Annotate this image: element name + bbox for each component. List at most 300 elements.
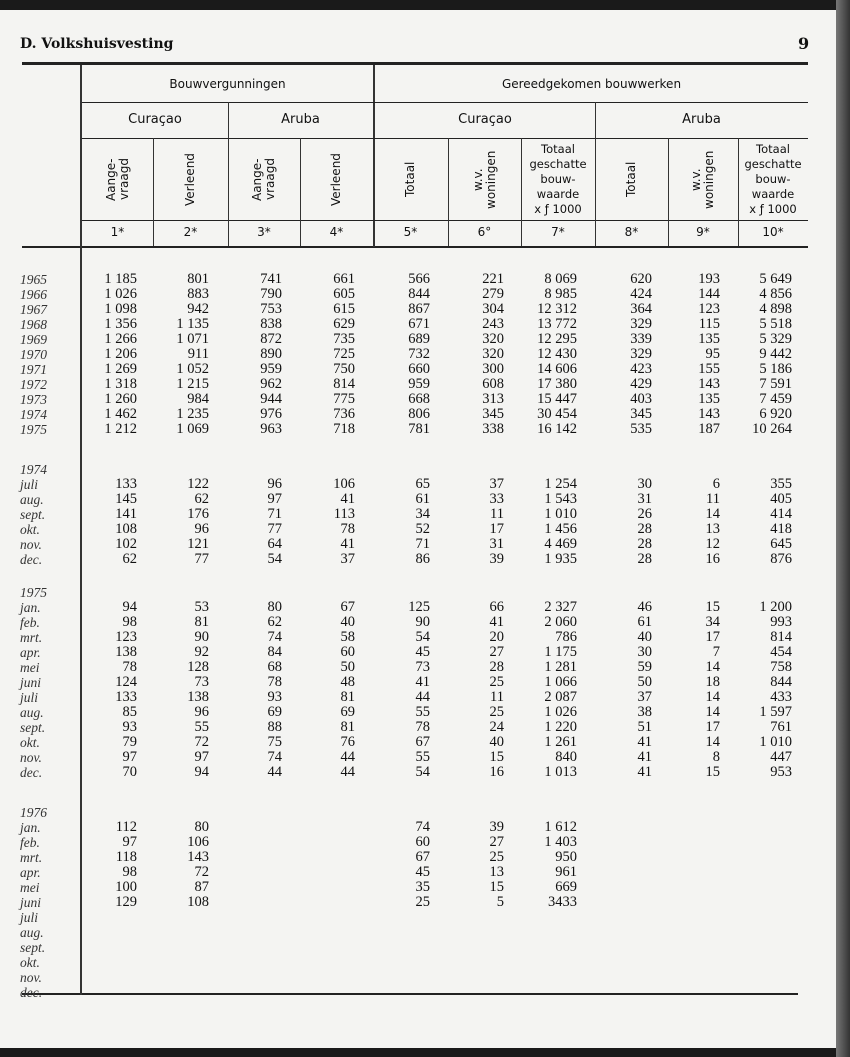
cell: 17 [489, 521, 504, 537]
cell: 33 [489, 491, 504, 507]
row-label: mrt. [20, 630, 43, 645]
cell: 94 [194, 764, 209, 780]
cell: 193 [698, 271, 720, 287]
column-label: Totaal [402, 161, 417, 198]
cell: 25 [489, 849, 504, 865]
cell: 535 [630, 421, 652, 437]
cell [290, 865, 363, 880]
cell: 96 [267, 476, 282, 492]
cell: 944 [260, 391, 282, 407]
cell: 1 066 [544, 674, 577, 690]
table-row [20, 750, 800, 765]
cell: 300 [482, 361, 504, 377]
cell [80, 910, 145, 925]
column-label: Totaal [623, 161, 638, 198]
cell: 25 [489, 704, 504, 720]
cell: 144 [698, 286, 720, 302]
cell [660, 925, 728, 940]
cell: 135 [698, 331, 720, 347]
row-label: jan. [20, 820, 41, 835]
cell: 7 [712, 644, 720, 660]
cell: 72 [194, 864, 209, 880]
cell: 123 [698, 301, 720, 317]
cell: 53 [194, 599, 209, 615]
cell: 962 [260, 376, 282, 392]
cell: 70 [122, 764, 137, 780]
cell: 5 649 [759, 271, 792, 287]
row-label: mei [20, 880, 40, 895]
cell [290, 910, 363, 925]
cell: 80 [194, 819, 209, 835]
cell: 141 [115, 506, 137, 522]
cell: 1 026 [104, 286, 137, 302]
cell: 90 [194, 629, 209, 645]
cell: 8 985 [544, 286, 577, 302]
cell: 81 [340, 689, 355, 705]
cell: 74 [415, 819, 430, 835]
cell: 51 [637, 719, 652, 735]
cell [728, 910, 800, 925]
cell: 345 [630, 406, 652, 422]
cell [660, 820, 728, 835]
cell: 447 [770, 749, 792, 765]
cell: 81 [194, 614, 209, 630]
cell: 876 [770, 551, 792, 567]
cell: 355 [770, 476, 792, 492]
table-row [20, 645, 800, 660]
cell [290, 970, 363, 985]
cell [217, 880, 290, 895]
cell [660, 970, 728, 985]
cell [728, 880, 800, 895]
row-label: 1976 [20, 805, 47, 820]
cell [585, 850, 660, 865]
cell: 750 [333, 361, 355, 377]
cell: 34 [705, 614, 720, 630]
cell: 138 [115, 644, 137, 660]
cell: 81 [340, 719, 355, 735]
cell: 38 [637, 704, 652, 720]
cell: 55 [415, 704, 430, 720]
cell [217, 940, 290, 955]
cell: 69 [340, 704, 355, 720]
table-row [20, 865, 800, 880]
cell: 26 [637, 506, 652, 522]
row-label: feb. [20, 835, 40, 850]
cell: 11 [490, 689, 504, 705]
cell [585, 940, 660, 955]
cell: 62 [122, 551, 137, 567]
cell [217, 895, 290, 910]
cell: 128 [187, 659, 209, 675]
cell [512, 940, 585, 955]
cell: 67 [415, 849, 430, 865]
cell: 41 [637, 734, 652, 750]
column-label: Verleend [182, 153, 197, 206]
cell [145, 955, 217, 970]
cell [660, 835, 728, 850]
cell: 41 [340, 536, 355, 552]
cell: 133 [115, 689, 137, 705]
table-row [20, 492, 800, 507]
cell [290, 985, 363, 1000]
cell: 14 606 [537, 361, 577, 377]
cell: 27 [489, 834, 504, 850]
cell: 872 [260, 331, 282, 347]
cell: 66 [489, 599, 504, 615]
cell: 279 [482, 286, 504, 302]
cell: 55 [194, 719, 209, 735]
cell: 5 518 [759, 316, 792, 332]
row-label: nov. [20, 537, 42, 552]
cell [728, 940, 800, 955]
cell: 155 [698, 361, 720, 377]
row-label: okt. [20, 522, 40, 537]
row-label: nov. [20, 750, 42, 765]
cell: 80 [267, 599, 282, 615]
page-number: 9 [798, 34, 810, 53]
cell [585, 820, 660, 835]
cell [512, 910, 585, 925]
cell: 1 071 [176, 331, 209, 347]
cell: 1 266 [104, 331, 137, 347]
cell: 1 612 [544, 819, 577, 835]
table-row [20, 615, 800, 630]
cell: 85 [122, 704, 137, 720]
column-number: 1* [110, 225, 125, 239]
cell: 2 060 [544, 614, 577, 630]
cell: 1 220 [544, 719, 577, 735]
cell: 1 215 [176, 376, 209, 392]
cell: 1 462 [104, 406, 137, 422]
cell [290, 940, 363, 955]
cell: 403 [630, 391, 652, 407]
table-row [20, 377, 800, 392]
cell [585, 970, 660, 985]
region-aruba-permits: Aruba [281, 112, 320, 127]
column-number: 3* [257, 225, 271, 239]
cell: 71 [267, 506, 282, 522]
column-number: 8* [624, 225, 639, 239]
table-row [20, 820, 800, 835]
cell [145, 970, 217, 985]
row-label: apr. [20, 865, 41, 880]
cell: 40 [489, 734, 504, 750]
cell: 60 [415, 834, 430, 850]
cell: 37 [340, 551, 355, 567]
table-row [20, 925, 800, 940]
column-number: 9* [696, 225, 710, 239]
cell: 758 [770, 659, 792, 675]
cell: 96 [194, 704, 209, 720]
cell: 16 142 [537, 421, 577, 437]
cell: 61 [637, 614, 652, 630]
cell: 806 [408, 406, 430, 422]
cell [217, 985, 290, 1000]
cell [217, 955, 290, 970]
cell [80, 940, 145, 955]
cell: 5 329 [759, 331, 792, 347]
row-label: nov. [20, 970, 42, 985]
cell: 1 235 [176, 406, 209, 422]
cell: 78 [415, 719, 430, 735]
header-bottom-rule [22, 246, 808, 248]
cell [290, 955, 363, 970]
column-label: Aange- vraagd [250, 158, 277, 201]
row-label: 1966 [20, 287, 47, 302]
row-label: 1974 [20, 462, 47, 477]
cell [660, 850, 728, 865]
cell [585, 985, 660, 1000]
cell: 364 [630, 301, 652, 317]
cell: 243 [482, 316, 504, 332]
cell [145, 925, 217, 940]
cell: 11 [490, 506, 504, 522]
cell: 1 010 [759, 734, 792, 750]
cell: 786 [555, 629, 577, 645]
cell [728, 955, 800, 970]
cell: 79 [122, 734, 137, 750]
page-sheet [0, 10, 836, 1048]
cell: 121 [187, 536, 209, 552]
cell: 5 [496, 894, 504, 910]
table-row [20, 675, 800, 690]
cell: 17 [705, 629, 720, 645]
cell: 11 [706, 491, 720, 507]
cell [585, 895, 660, 910]
cell [145, 940, 217, 955]
row-label: 1970 [20, 347, 47, 362]
table-row [20, 970, 800, 985]
cell: 338 [482, 421, 504, 437]
cell: 844 [408, 286, 430, 302]
cell: 97 [267, 491, 282, 507]
cell: 28 [637, 536, 652, 552]
cell [585, 955, 660, 970]
row-label: okt. [20, 955, 40, 970]
cell [438, 970, 512, 985]
cell: 1 456 [544, 521, 577, 537]
cell: 320 [482, 346, 504, 362]
cell: 30 454 [537, 406, 577, 422]
row-label: dec. [20, 552, 43, 567]
cell: 16 [705, 551, 720, 567]
row-label: 1967 [20, 302, 47, 317]
cell [290, 925, 363, 940]
cell: 45 [415, 864, 430, 880]
cell: 14 [705, 689, 720, 705]
cell [438, 910, 512, 925]
cell: 98 [122, 864, 137, 880]
cell: 143 [187, 849, 209, 865]
cell [728, 895, 800, 910]
cell: 1 597 [759, 704, 792, 720]
cell: 95 [705, 346, 720, 362]
cell: 73 [415, 659, 430, 675]
table-row [20, 585, 80, 600]
cell: 86 [415, 551, 430, 567]
region-rule [82, 138, 808, 139]
table-row [20, 332, 800, 347]
column-number: 5* [403, 225, 418, 239]
cell: 37 [637, 689, 652, 705]
cell: 753 [260, 301, 282, 317]
top-rule [22, 62, 808, 65]
cell [217, 820, 290, 835]
cell: 424 [630, 286, 652, 302]
cell: 18 [705, 674, 720, 690]
cell: 96 [194, 521, 209, 537]
label-rule [82, 220, 808, 221]
cell: 125 [408, 599, 430, 615]
cell: 840 [555, 749, 577, 765]
cell: 31 [489, 536, 504, 552]
cell: 5 186 [759, 361, 792, 377]
page-edge [836, 0, 850, 1057]
cell: 44 [267, 764, 282, 780]
cell: 1 200 [759, 599, 792, 615]
cell: 97 [194, 749, 209, 765]
cell: 615 [333, 301, 355, 317]
cell: 2 327 [544, 599, 577, 615]
row-label: mei [20, 660, 40, 675]
cell [728, 970, 800, 985]
cell: 7 591 [759, 376, 792, 392]
cell: 1 318 [104, 376, 137, 392]
table-row [20, 407, 800, 422]
cell [290, 820, 363, 835]
cell [728, 820, 800, 835]
table-row [20, 765, 800, 780]
cell: 320 [482, 331, 504, 347]
cell: 732 [408, 346, 430, 362]
cell: 566 [408, 271, 430, 287]
cell: 44 [340, 764, 355, 780]
cell: 1 543 [544, 491, 577, 507]
row-label: 1975 [20, 422, 47, 437]
cell: 725 [333, 346, 355, 362]
table-row [20, 985, 800, 1000]
cell: 39 [489, 551, 504, 567]
cell: 24 [489, 719, 504, 735]
region-curacao-permits: Curaçao [128, 112, 182, 127]
group-permits: Bouwvergunningen [169, 77, 286, 91]
cell [660, 880, 728, 895]
cell: 1 026 [544, 704, 577, 720]
cell: 143 [698, 376, 720, 392]
cell: 118 [115, 849, 137, 865]
cell: 608 [482, 376, 504, 392]
cell: 106 [187, 834, 209, 850]
cell: 145 [115, 491, 137, 507]
cell: 844 [770, 674, 792, 690]
cell: 123 [115, 629, 137, 645]
table-row [20, 835, 800, 850]
table-row [20, 392, 800, 407]
cell [728, 835, 800, 850]
cell: 661 [333, 271, 355, 287]
cell [217, 865, 290, 880]
cell: 959 [408, 376, 430, 392]
cell [80, 925, 145, 940]
table-row [20, 522, 800, 537]
cell: 76 [340, 734, 355, 750]
table-row [20, 630, 800, 645]
cell: 133 [115, 476, 137, 492]
cell: 801 [187, 271, 209, 287]
table-row [20, 362, 800, 377]
cell: 605 [333, 286, 355, 302]
cell: 942 [187, 301, 209, 317]
cell: 55 [415, 749, 430, 765]
cell: 98 [122, 614, 137, 630]
cell: 77 [267, 521, 282, 537]
cell: 108 [115, 521, 137, 537]
cell: 454 [770, 644, 792, 660]
cell: 72 [194, 734, 209, 750]
table-row [20, 850, 800, 865]
cell: 34 [415, 506, 430, 522]
cell: 329 [630, 346, 652, 362]
table-row [20, 735, 800, 750]
cell: 12 312 [537, 301, 577, 317]
cell: 17 [705, 719, 720, 735]
cell: 113 [333, 506, 355, 522]
cell [585, 880, 660, 895]
cell: 90 [415, 614, 430, 630]
cell: 62 [267, 614, 282, 630]
cell [217, 910, 290, 925]
cell: 87 [194, 879, 209, 895]
row-label: 1973 [20, 392, 47, 407]
cell: 35 [415, 879, 430, 895]
cell: 138 [187, 689, 209, 705]
row-label: okt. [20, 735, 40, 750]
cell: 74 [267, 749, 282, 765]
cell: 102 [115, 536, 137, 552]
cell: 92 [194, 644, 209, 660]
column-label: Aange- vraagd [103, 158, 131, 201]
cell: 6 [712, 476, 720, 492]
row-label: dec. [20, 985, 43, 1000]
cell: 1 010 [544, 506, 577, 522]
cell: 6 920 [759, 406, 792, 422]
cell: 963 [260, 421, 282, 437]
cell: 16 [489, 764, 504, 780]
cell [217, 970, 290, 985]
cell [217, 850, 290, 865]
row-label: 1974 [20, 407, 47, 422]
cell: 93 [122, 719, 137, 735]
cell: 14 [705, 659, 720, 675]
table-row [20, 477, 800, 492]
cell: 74 [267, 629, 282, 645]
cell: 69 [267, 704, 282, 720]
cell: 129 [115, 894, 137, 910]
cell: 176 [187, 506, 209, 522]
cell: 950 [555, 849, 577, 865]
cell: 8 069 [544, 271, 577, 287]
cell [728, 850, 800, 865]
cell: 1 212 [104, 421, 137, 437]
row-label: feb. [20, 615, 40, 630]
cell [217, 925, 290, 940]
cell [80, 970, 145, 985]
cell: 838 [260, 316, 282, 332]
cell: 45 [415, 644, 430, 660]
cell [290, 835, 363, 850]
cell: 71 [415, 536, 430, 552]
